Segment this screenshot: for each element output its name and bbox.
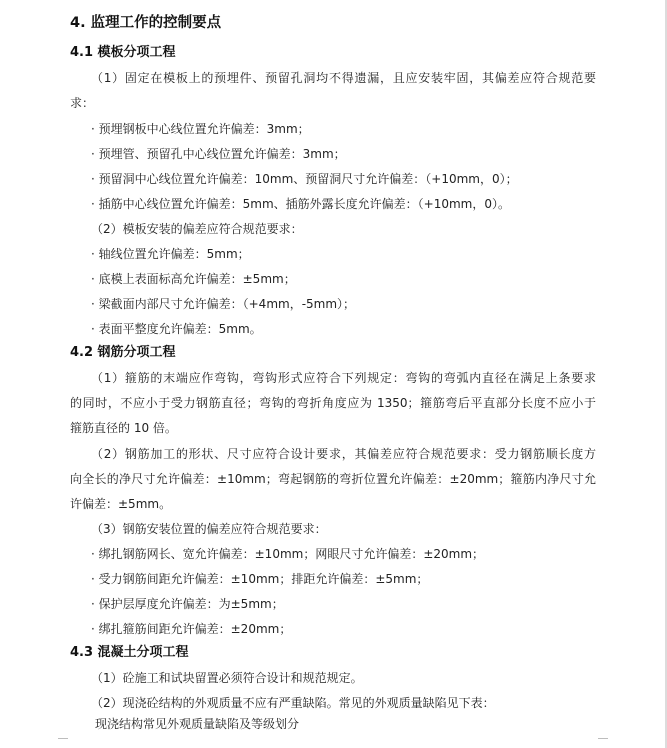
paragraph-line: （2）模板安装的偏差应符合规范要求： (91, 222, 303, 236)
paragraph-line: （2）钢筋加工的形状、尺寸应符合设计要求，其偏差应符合规范要求：受力钢筋顺长度方 (91, 447, 596, 461)
paragraph-line: （3）钢筋安装位置的偏差应符合规范要求： (91, 522, 327, 536)
section-heading-4: 4. 监理工作的控制要点 (70, 15, 222, 31)
list-item: · 绑扎钢筋网长、宽允许偏差：±10mm；网眼尺寸允许偏差：±20mm； (91, 547, 485, 561)
list-item: · 受力钢筋间距允许偏差：±10mm；排距允许偏差：±5mm； (91, 572, 429, 586)
paragraph-line: 向全长的净尺寸允许偏差：±10mm；弯起钢筋的弯折位置允许偏差：±20mm；箍筋内净尺寸允 (70, 472, 596, 486)
table-caption: 现浇结构常见外观质量缺陷及等级划分 (95, 717, 300, 731)
list-item: · 梁截面内部尺寸允许偏差：（+4mm，-5mm）； (91, 297, 356, 311)
paragraph-line: （1）固定在模板上的预埋件、预留孔洞均不得遗漏，且应安装牢固，其偏差应符合规范要 (91, 71, 596, 85)
list-item: · 插筋中心线位置允许偏差：5mm、插筋外露长度允许偏差：（+10mm，0）。 (91, 197, 510, 211)
paragraph-line: 的同时，不应小于受力钢筋直径；弯钩的弯折角度应为 1350；箍筋弯后平直部分长度不应小于 (70, 396, 596, 410)
paragraph-line: 求： (70, 96, 95, 110)
list-item: · 预埋管、预留孔中心线位置允许偏差：3mm； (91, 147, 346, 161)
list-item: · 绑扎箍筋间距允许偏差：±20mm； (91, 622, 292, 636)
list-item: · 预埋钢板中心线位置允许偏差：3mm； (91, 122, 310, 136)
paragraph-line: （2）现浇砼结构的外观质量不应有严重缺陷。常见的外观质量缺陷见下表： (91, 696, 495, 710)
crop-mark (58, 738, 68, 739)
subsection-title-4-3: 4.3 混凝土分项工程 (70, 645, 189, 660)
list-item: · 底模上表面标高允许偏差：±5mm； (91, 272, 296, 286)
list-item: · 保护层厚度允许偏差：为±5mm； (91, 597, 284, 611)
list-item: · 表面平整度允许偏差：5mm。 (91, 322, 262, 336)
subsection-title-4-2: 4.2 钢筋分项工程 (70, 345, 176, 360)
paragraph-line: （1）砼施工和试块留置必须符合设计和规范规定。 (91, 671, 363, 685)
paragraph-line: （1）箍筋的末端应作弯钩，弯钩形式应符合下列规定：弯钩的弯弧内直径在满足上条要求 (91, 371, 596, 385)
paragraph-line: 许偏差：±5mm。 (70, 497, 172, 511)
paragraph-line: 箍筋直径的 10 倍。 (70, 421, 177, 435)
list-item: · 预留洞中心线位置允许偏差：10mm、预留洞尺寸允许偏差：（+10mm，0）； (91, 172, 518, 186)
list-item: · 轴线位置允许偏差：5mm； (91, 247, 250, 261)
crop-mark (598, 738, 608, 739)
subsection-title-4-1: 4.1 模板分项工程 (70, 45, 176, 60)
